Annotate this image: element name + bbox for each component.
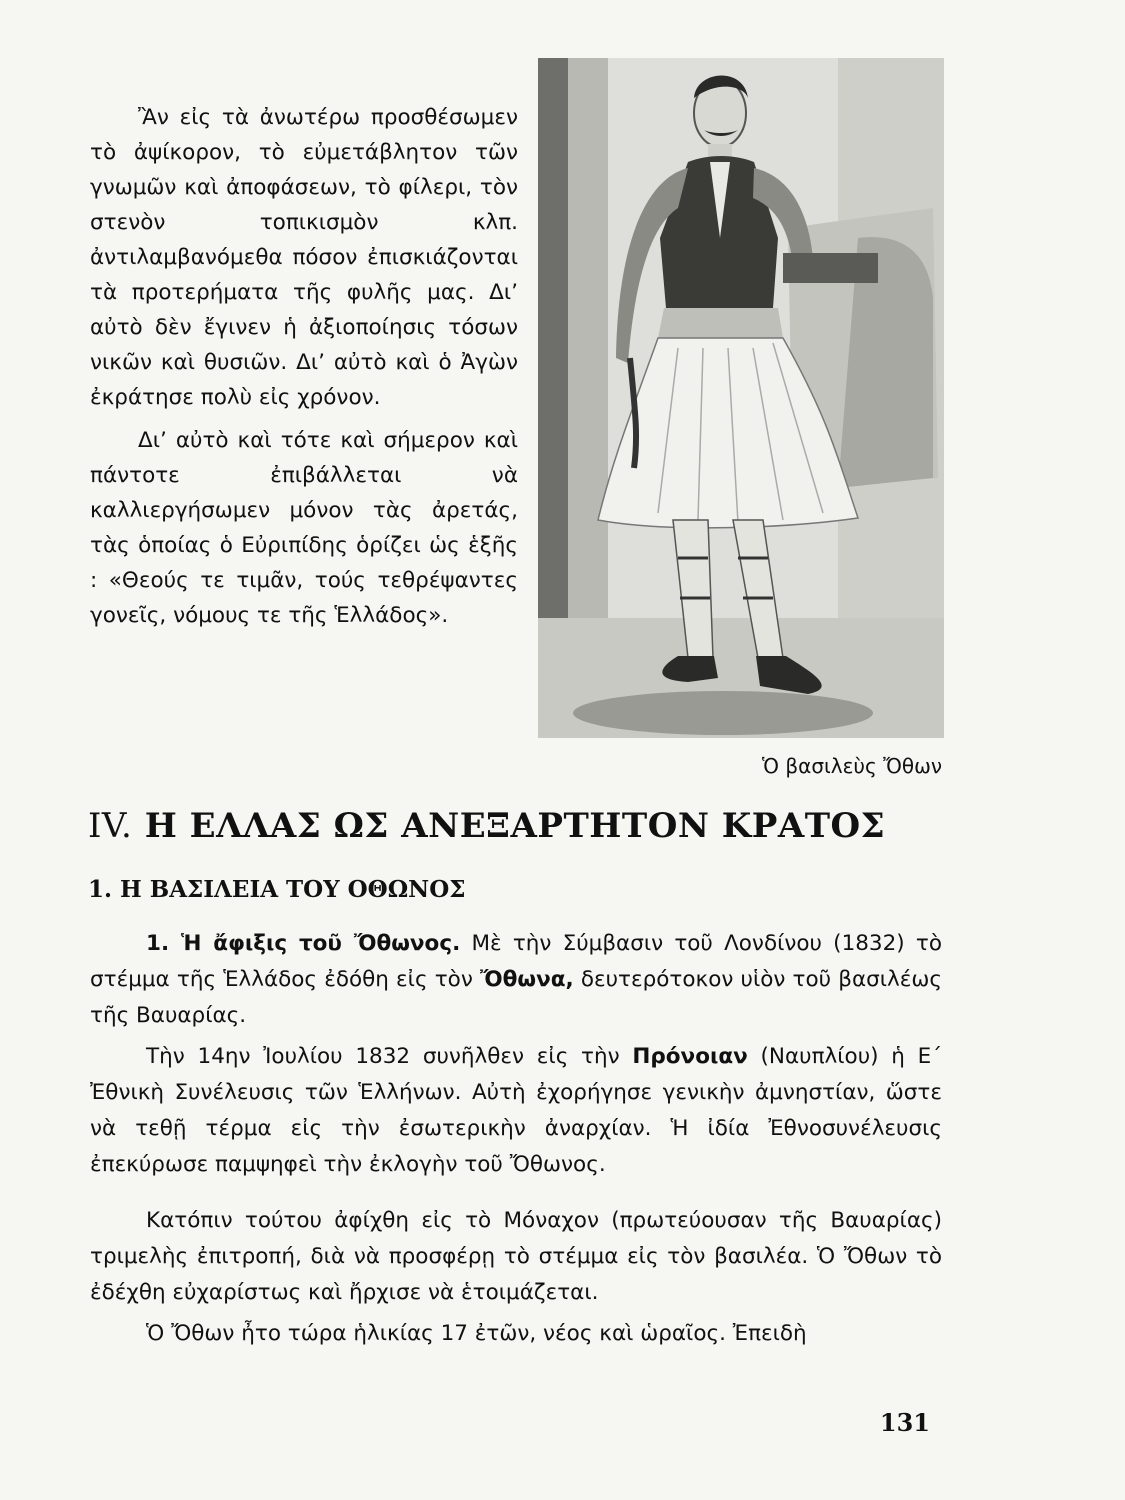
chapter-number: IV.	[88, 806, 133, 846]
paragraph: Ἂν εἰς τὰ ἀνωτέρω προσθέσωμεν τὸ ἀψίκορον, τὸ εὐμετάβλητον τῶν γνωμῶν καὶ ἀποφάσεων, τὸ φίλερι, τὸν στενὸν τοπικισμὸν κλπ. ἀντιλαμβανόμεθα πόσον ἐπισκιάζονται τὰ προτερήματα τῆς φυλῆς μας. Δι’ αὐτὸ δὲν ἔγινεν ἡ ἀξιοποίησις τόσων νικῶν καὶ θυσιῶν. Δι’ αὐτὸ καὶ ὁ Ἀγὼν ἐκράτησε πολὺ εἰς χρόνον.	[90, 105, 518, 410]
portrait-caption: Ὁ βασιλεὺς Ὄθων	[762, 754, 942, 778]
paragraph	[90, 926, 942, 1034]
chapter-title: Η ΕΛΛΑΣ ΩΣ ΑΝΕΞΑΡΤΗΤΟΝ ΚΡΑΤΟΣ	[144, 806, 886, 846]
text-span: Τὴν 14ην Ἰουλίου 1832 συνῆλθεν εἰς τὴν	[146, 1044, 633, 1069]
text-span: (Ναυπλίου) ἡ Ε΄ Ἐθνικὴ Συνέλευσις τῶν Ἑλλήνων. Αὐτὴ ἐχορήγησε γενικὴν ἀμνηστίαν, ὥστε νὰ τεθῇ τέρμα εἰς τὴν ἐσωτερικὴν ἀναρχίαν. Ἡ ἰδία Ἐθνοσυνέλευσις ἐπεκύρωσε παμψηφεὶ τὴν ἐκλογὴν τοῦ Ὄθωνος.	[90, 1044, 942, 1177]
paragraph: Ὁ Ὄθων ἦτο τώρα ἡλικίας 17 ἐτῶν, νέος καὶ ὡραῖος. Ἐπειδὴ	[146, 1321, 807, 1346]
bold-term: Πρόνοιαν	[632, 1044, 748, 1069]
text-span: δευτερότοκον υἱὸν τοῦ βασιλέως τῆς Βαυαρίας.	[90, 967, 942, 1028]
text-span: Μὲ τὴν Σύμβασιν τοῦ Λονδίνου (1832) τὸ στέμμα τῆς Ἑλλάδος ἐδόθη εἰς τὸν	[90, 931, 942, 992]
subheading: 1. Ἡ ἄφιξις τοῦ Ὄθωνος.	[146, 931, 461, 956]
body-text	[90, 926, 942, 1352]
paragraph	[90, 1039, 942, 1183]
page-number: 131	[879, 1408, 930, 1437]
paragraph: Δι’ αὐτὸ καὶ τότε καὶ σήμερον καὶ πάντοτε ἐπιβάλλεται νὰ καλλιεργήσωμεν μόνον τὰς ἀρετάς, τὰς ὁποίας ὁ Εὐριπίδης ὁρίζει ὡς ἑξῆς : «Θεούς τε τιμᾶν, τούς τεθρέψαντες γονεῖς, νόμους τε τῆς Ἑλλάδος».	[90, 428, 518, 628]
portrait-king-otto	[538, 58, 944, 738]
section-heading: 1. Η ΒΑΣΙΛΕΙΑ ΤΟΥ ΟΘΩΝΟΣ	[88, 876, 466, 903]
top-text-column	[90, 100, 518, 633]
portrait-illustration	[538, 58, 944, 738]
chapter-heading	[88, 806, 948, 846]
paragraph: Κατόπιν τούτου ἀφίχθη εἰς τὸ Μόναχον (πρωτεύουσαν τῆς Βαυαρίας) τριμελὴς ἐπιτροπή, διὰ νὰ προσφέρῃ τὸ στέμμα εἰς τὸν βασιλέα. Ὁ Ὄθων τὸ ἐδέχθη εὐχαρίστως καὶ ἤρχισε νὰ ἑτοιμάζεται.	[90, 1208, 942, 1305]
bold-term: Ὄθωνα,	[480, 967, 574, 992]
